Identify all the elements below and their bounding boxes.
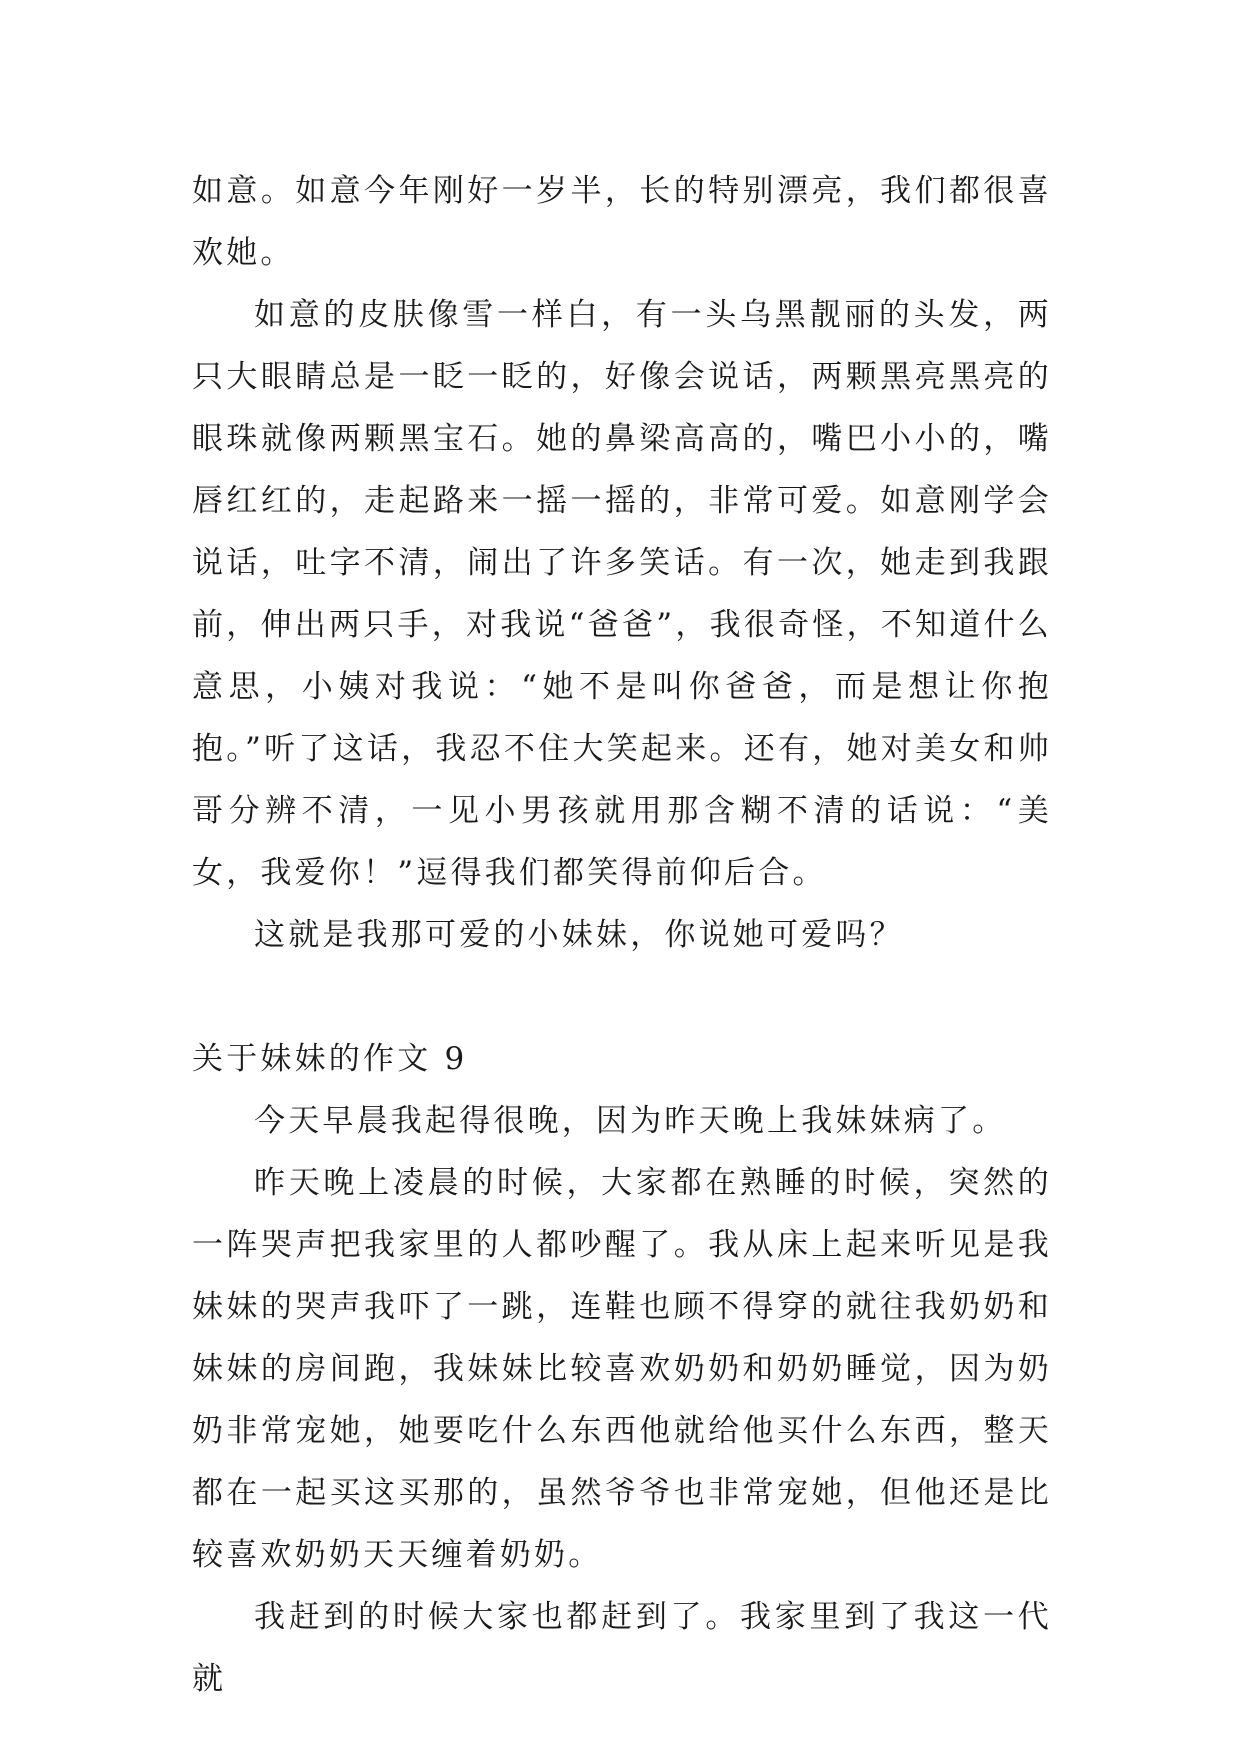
paragraph: 如意。如意今年刚好一岁半，长的特别漂亮，我们都很喜欢她。: [192, 173, 1052, 271]
paragraph: 如意的皮肤像雪一样白，有一头乌黑靓丽的头发，两只大眼睛总是一眨一眨的，好像会说话，两颗黑亮黑亮的眼珠就像两颗黑宝石。她的鼻梁高高的，嘴巴小小的，嘴唇红红的，走起路来一摇一摇的，非常可爱。如意刚学会说话，吐字不清，闹出了许多笑话。有一次，她走到我跟前，伸出两只手，对我说“爸爸”，我很奇怪，不知道什么意思，小姨对我说：“她不是叫你爸爸，而是想让你抱抱。”听了这话，我忍不住大笑起来。还有，她对美女和帅哥分辨不清，一见小男孩就用那含糊不清的话说：“美女，我爱你！”逗得我们都笑得前仰后合。: [192, 297, 1052, 891]
paragraph: 昨天晚上凌晨的时候，大家都在熟睡的时候，突然的一阵哭声把我家里的人都吵醒了。我从床上起来听见是我妹妹的哭声我吓了一跳，连鞋也顾不得穿的就往我奶奶和妹妹的房间跑，我妹妹比较喜欢奶奶和奶奶睡觉，因为奶奶非常宠她，她要吃什么东西他就给他买什么东西，整天都在一起买这买那的，虽然爷爷也非常宠她，但他还是比较喜欢奶奶天天缠着奶奶。: [192, 1165, 1052, 1573]
paragraph: 我赶到的时候大家也都赶到了。我家里到了我这一代就: [192, 1599, 1052, 1697]
section-heading: 关于妹妹的作文 9: [192, 1041, 468, 1077]
document-page: [192, 160, 1052, 1710]
paragraph: 这就是我那可爱的小妹妹，你说她可爱吗？: [254, 917, 904, 953]
paragraph: 今天早晨我起得很晚，因为昨天晚上我妹妹病了。: [254, 1103, 1007, 1139]
